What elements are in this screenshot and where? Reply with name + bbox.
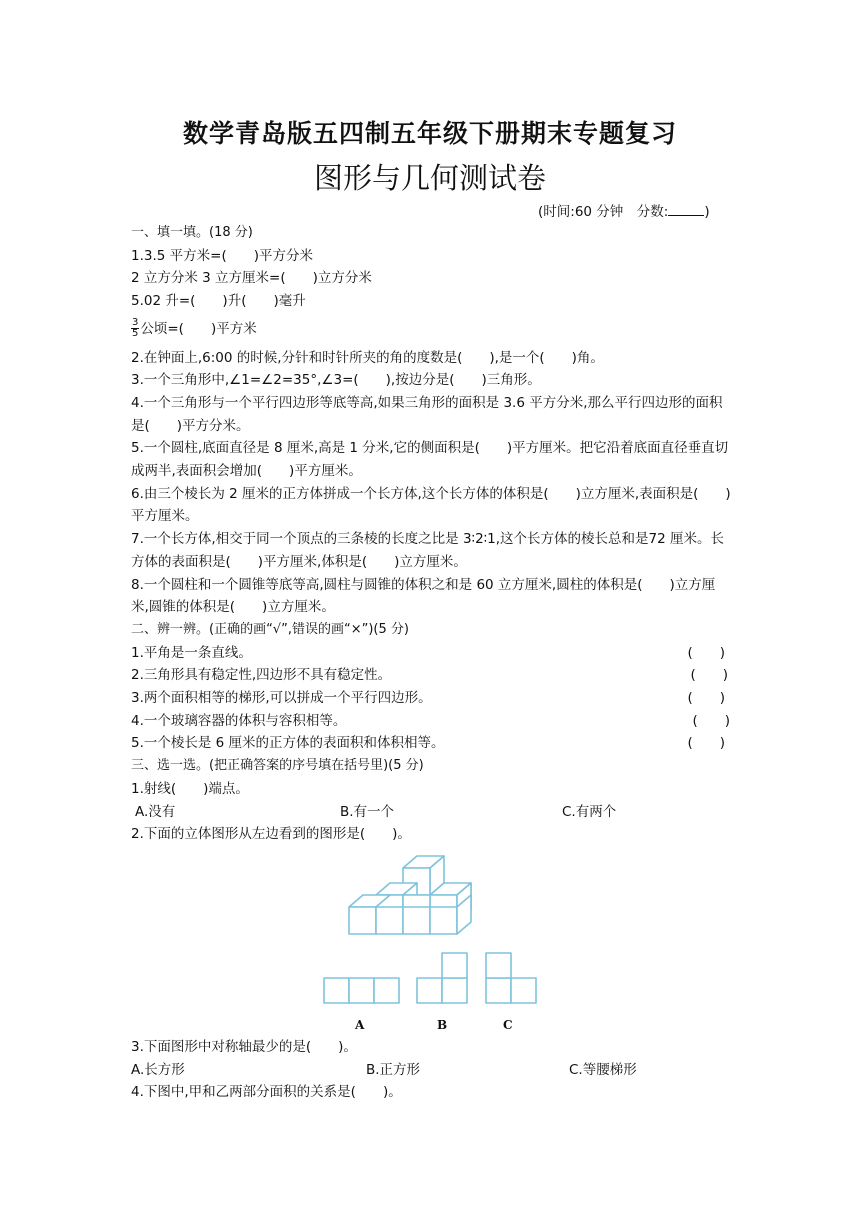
q3: 3.一个三角形中,∠1=∠2=35°,∠3=( ),按边分是( )三角形。 [131, 372, 541, 389]
cube-front-face [349, 907, 376, 934]
view-label-b[interactable]: B [437, 1017, 448, 1032]
q1-c: 5.02 升=( )升( )毫升 [131, 293, 306, 310]
choice-q4: 4.下图中,甲和乙两部分面积的关系是( )。 [131, 1084, 402, 1101]
page-subtitle: 图形与几何测试卷 [313, 161, 546, 195]
option-a[interactable]: A.没有 [135, 803, 176, 820]
cube-cluster-icon [349, 856, 471, 934]
q1-b: 2 立方分米 3 立方厘米=( )立方分米 [131, 270, 372, 287]
q8: 8.一个圆柱和一个圆锥等底等高,圆柱与圆锥的体积之和是 60 立方厘米,圆柱的体积是( )立方厘米,圆锥的体积是( )立方厘米。 [131, 576, 716, 616]
q6: 6.由三个棱长为 2 厘米的正方体拼成一个长方体,这个长方体的体积是( )立方厘米,表面积是( )平方厘米。 [131, 485, 731, 525]
choice-q2: 2.下面的立体图形从左边看到的图形是( )。 [131, 826, 411, 843]
q1-a: 1.3.5 平方米=( )平方分米 [131, 247, 313, 264]
view-option-c-icon [486, 953, 536, 1003]
page-title: 数学青岛版五四制五年级下册期末专题复习 [182, 119, 677, 148]
judge-item [131, 710, 731, 733]
time-score-line [538, 200, 710, 220]
judge-item [131, 687, 731, 710]
time-label: (时间:60 分钟 分数: [538, 204, 669, 220]
option-c[interactable]: C.有两个 [562, 803, 617, 820]
q2: 2.在钟面上,6:00 的时候,分针和时针所夹的角的度数是( ),是一个( )角。 [131, 349, 604, 366]
choice-q1: 1.射线( )端点。 [131, 780, 249, 797]
answer-paren[interactable]: ( ) [687, 644, 725, 661]
judge-text: 2.三角形具有稳定性,四边形不具有稳定性。 [131, 667, 392, 684]
fraction-numerator: 3 [132, 317, 139, 329]
option-b[interactable]: B.有一个 [340, 803, 395, 820]
view-label-a[interactable]: A [355, 1017, 365, 1032]
section1-heading: 一、填一填。(18 分) [131, 225, 253, 240]
judge-item [131, 664, 731, 687]
exam-content [131, 222, 731, 1104]
answer-paren[interactable]: ( ) [692, 712, 730, 729]
judge-text: 1.平角是一条直线。 [131, 644, 252, 661]
solid-figure-svg [131, 846, 731, 1036]
q1-d [131, 318, 731, 341]
view-label-c[interactable]: C [503, 1017, 513, 1032]
cube-front-face [403, 907, 430, 934]
judge-item [131, 732, 731, 755]
answer-paren[interactable]: ( ) [687, 690, 725, 707]
solid-figure-area [131, 846, 731, 1036]
judge-text: 4.一个玻璃容器的体积与容积相等。 [131, 712, 347, 729]
section2-heading: 二、辨一辨。(正确的画“√”,错误的画“×”)(5 分) [131, 621, 409, 637]
section3-heading: 三、选一选。(把正确答案的序号填在括号里)(5 分) [131, 758, 424, 774]
option-a[interactable]: A.长方形 [131, 1061, 185, 1078]
choice-q3: 3.下面图形中对称轴最少的是( )。 [131, 1038, 357, 1055]
answer-paren[interactable]: ( ) [687, 735, 725, 752]
fraction [131, 318, 139, 339]
judge-item [131, 642, 731, 665]
cube-front-face [430, 907, 457, 934]
choice-q1-options [131, 801, 731, 824]
q5: 5.一个圆柱,底面直径是 8 厘米,高是 1 分米,它的侧面积是( )平方厘米。把它沿着底面直径垂直切成两半,表面积会增加( )平方厘米。 [131, 440, 729, 480]
view-option-a-icon [324, 978, 399, 1003]
judge-text: 3.两个面积相等的梯形,可以拼成一个平行四边形。 [131, 690, 432, 707]
score-blank [668, 203, 704, 216]
time-end: ) [704, 204, 710, 220]
view-option-b-icon [417, 953, 467, 1003]
q1-d-text: 公顷=( )平方米 [140, 320, 257, 337]
choice-q3-options [131, 1059, 731, 1082]
option-c[interactable]: C.等腰梯形 [569, 1061, 637, 1078]
fraction-denominator: 5 [132, 328, 139, 340]
answer-paren[interactable]: ( ) [690, 667, 728, 684]
judge-text: 5.一个棱长是 6 厘米的正方体的表面积和体积相等。 [131, 735, 445, 752]
q4: 4.一个三角形与一个平行四边形等底等高,如果三角形的面积是 3.6 平方分米,那么平行四边形的面积是( )平方分米。 [131, 394, 723, 434]
q7: 7.一个长方体,相交于同一个顶点的三条棱的长度之比是 3∶2∶1,这个长方体的棱长总和是72 厘米。长方体的表面积是( )平方厘米,体积是( )立方厘米。 [131, 531, 725, 570]
cube-front-face [376, 907, 403, 934]
option-b[interactable]: B.正方形 [366, 1061, 421, 1078]
